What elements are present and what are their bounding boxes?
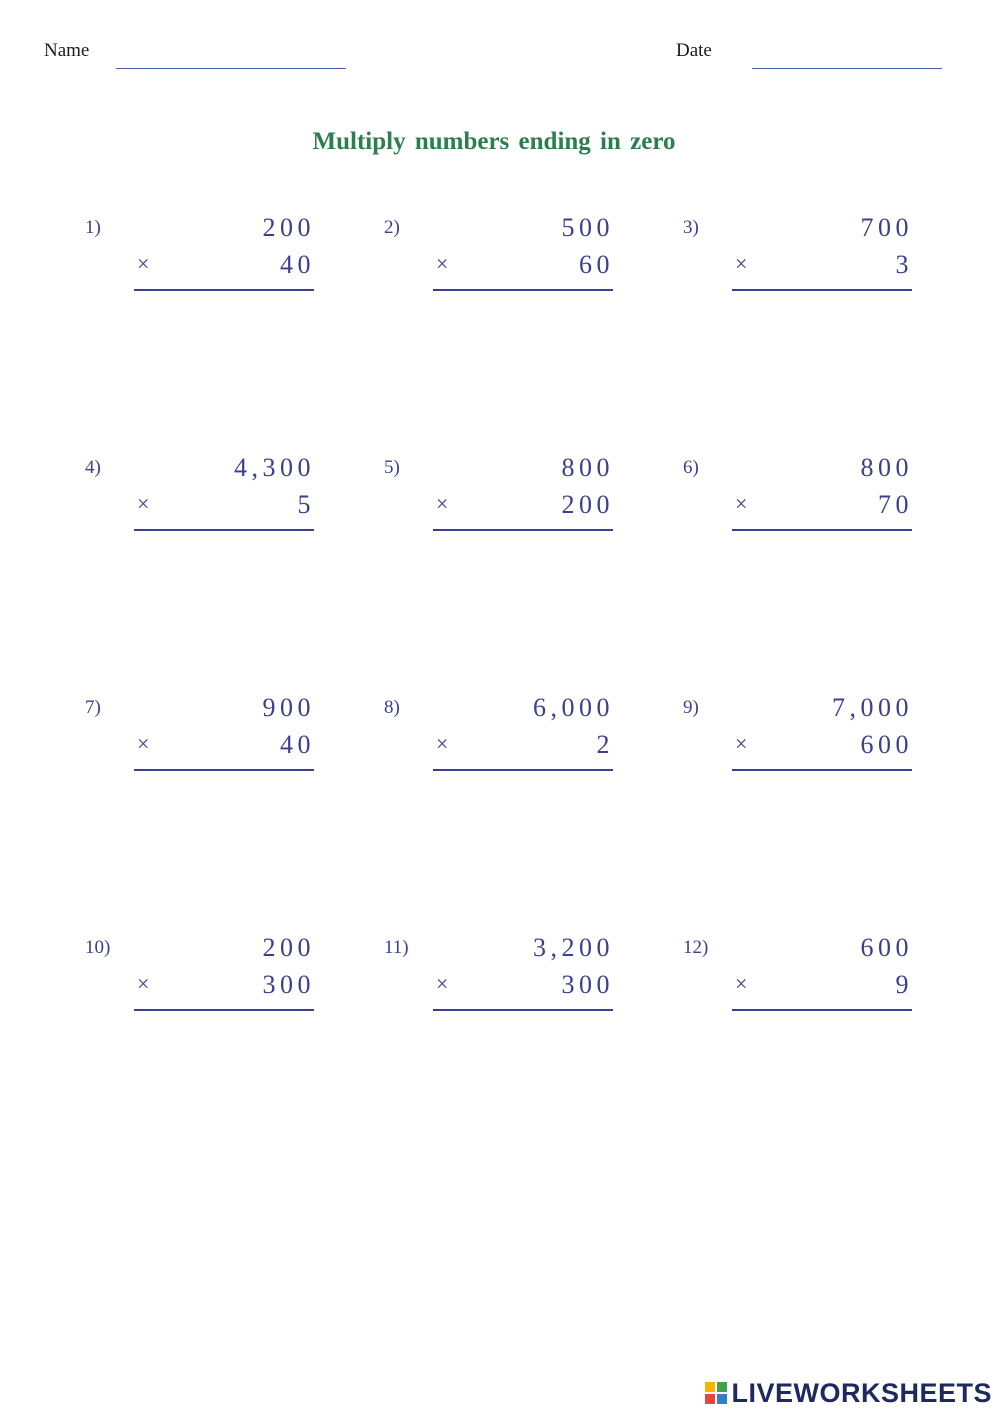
- problem-10: [85, 933, 315, 1033]
- problem-number: 2): [384, 217, 400, 238]
- problem-number: 12): [683, 937, 709, 958]
- multiply-sign-icon: ×: [137, 731, 150, 756]
- multiplicand: 200: [262, 933, 315, 962]
- multiplier: 60: [579, 250, 614, 279]
- problem-number: 7): [85, 697, 101, 718]
- multiply-sign-icon: ×: [436, 491, 449, 516]
- problem-number: 8): [384, 697, 400, 718]
- problem-number: 9): [683, 697, 699, 718]
- problem-number: 6): [683, 457, 699, 478]
- multiply-sign-icon: ×: [137, 251, 150, 276]
- multiply-sign-icon: ×: [735, 491, 748, 516]
- multiply-sign-icon: ×: [137, 971, 150, 996]
- problem-8: [384, 693, 614, 793]
- answer-line[interactable]: [732, 289, 912, 291]
- liveworksheets-logo-icon: [705, 1382, 727, 1404]
- multiplicand: 7,000: [832, 693, 913, 722]
- multiplicand: 500: [561, 213, 614, 242]
- multiplicand: 600: [860, 933, 913, 962]
- multiply-sign-icon: ×: [436, 251, 449, 276]
- answer-line[interactable]: [732, 529, 912, 531]
- problem-number: 11): [384, 937, 409, 958]
- logo-square: [705, 1382, 715, 1392]
- multiply-sign-icon: ×: [436, 971, 449, 996]
- multiplicand: 3,200: [533, 933, 614, 962]
- logo-square: [705, 1394, 715, 1404]
- multiplier: 40: [280, 250, 315, 279]
- name-label: Name: [44, 40, 90, 61]
- answer-line[interactable]: [732, 769, 912, 771]
- problem-9: [683, 693, 913, 793]
- multiplier: 3: [895, 250, 913, 279]
- brand-text: LIVEWORKSHEETS: [731, 1377, 992, 1408]
- problem-number: 1): [85, 217, 101, 238]
- multiplier: 300: [561, 970, 614, 999]
- answer-line[interactable]: [433, 1009, 613, 1011]
- multiplier: 300: [262, 970, 315, 999]
- answer-line[interactable]: [134, 1009, 314, 1011]
- problem-3: [683, 213, 913, 313]
- multiplier: 600: [860, 730, 913, 759]
- multiplicand: 700: [860, 213, 913, 242]
- answer-line[interactable]: [732, 1009, 912, 1011]
- multiply-sign-icon: ×: [436, 731, 449, 756]
- multiplier: 9: [895, 970, 913, 999]
- date-label: Date: [676, 40, 712, 61]
- answer-line[interactable]: [433, 529, 613, 531]
- problem-4: [85, 453, 315, 553]
- logo-square: [717, 1382, 727, 1392]
- problem-2: [384, 213, 614, 313]
- multiplicand: 6,000: [533, 693, 614, 722]
- problem-5: [384, 453, 614, 553]
- multiplier: 40: [280, 730, 315, 759]
- multiply-sign-icon: ×: [735, 731, 748, 756]
- answer-line[interactable]: [134, 529, 314, 531]
- liveworksheets-brand: [705, 1378, 992, 1408]
- multiplier: 200: [561, 490, 614, 519]
- problem-number: 5): [384, 457, 400, 478]
- answer-line[interactable]: [433, 769, 613, 771]
- logo-square: [717, 1394, 727, 1404]
- answer-line[interactable]: [134, 769, 314, 771]
- multiplier: 70: [878, 490, 913, 519]
- problem-12: [683, 933, 913, 1033]
- date-field[interactable]: [752, 68, 942, 69]
- multiplicand: 800: [860, 453, 913, 482]
- problem-number: 3): [683, 217, 699, 238]
- answer-line[interactable]: [134, 289, 314, 291]
- multiplicand: 4,300: [234, 453, 315, 482]
- multiplicand: 800: [561, 453, 614, 482]
- multiply-sign-icon: ×: [137, 491, 150, 516]
- problem-1: [85, 213, 315, 313]
- answer-line[interactable]: [433, 289, 613, 291]
- multiply-sign-icon: ×: [735, 971, 748, 996]
- multiplicand: 200: [262, 213, 315, 242]
- multiplier: 5: [297, 490, 315, 519]
- multiplicand: 900: [262, 693, 315, 722]
- problem-6: [683, 453, 913, 553]
- problem-number: 4): [85, 457, 101, 478]
- problem-number: 10): [85, 937, 111, 958]
- problem-11: [384, 933, 614, 1033]
- problem-7: [85, 693, 315, 793]
- name-field[interactable]: [116, 68, 346, 69]
- multiplier: 2: [596, 730, 614, 759]
- multiply-sign-icon: ×: [735, 251, 748, 276]
- worksheet-title: Multiply numbers ending in zero: [312, 128, 676, 155]
